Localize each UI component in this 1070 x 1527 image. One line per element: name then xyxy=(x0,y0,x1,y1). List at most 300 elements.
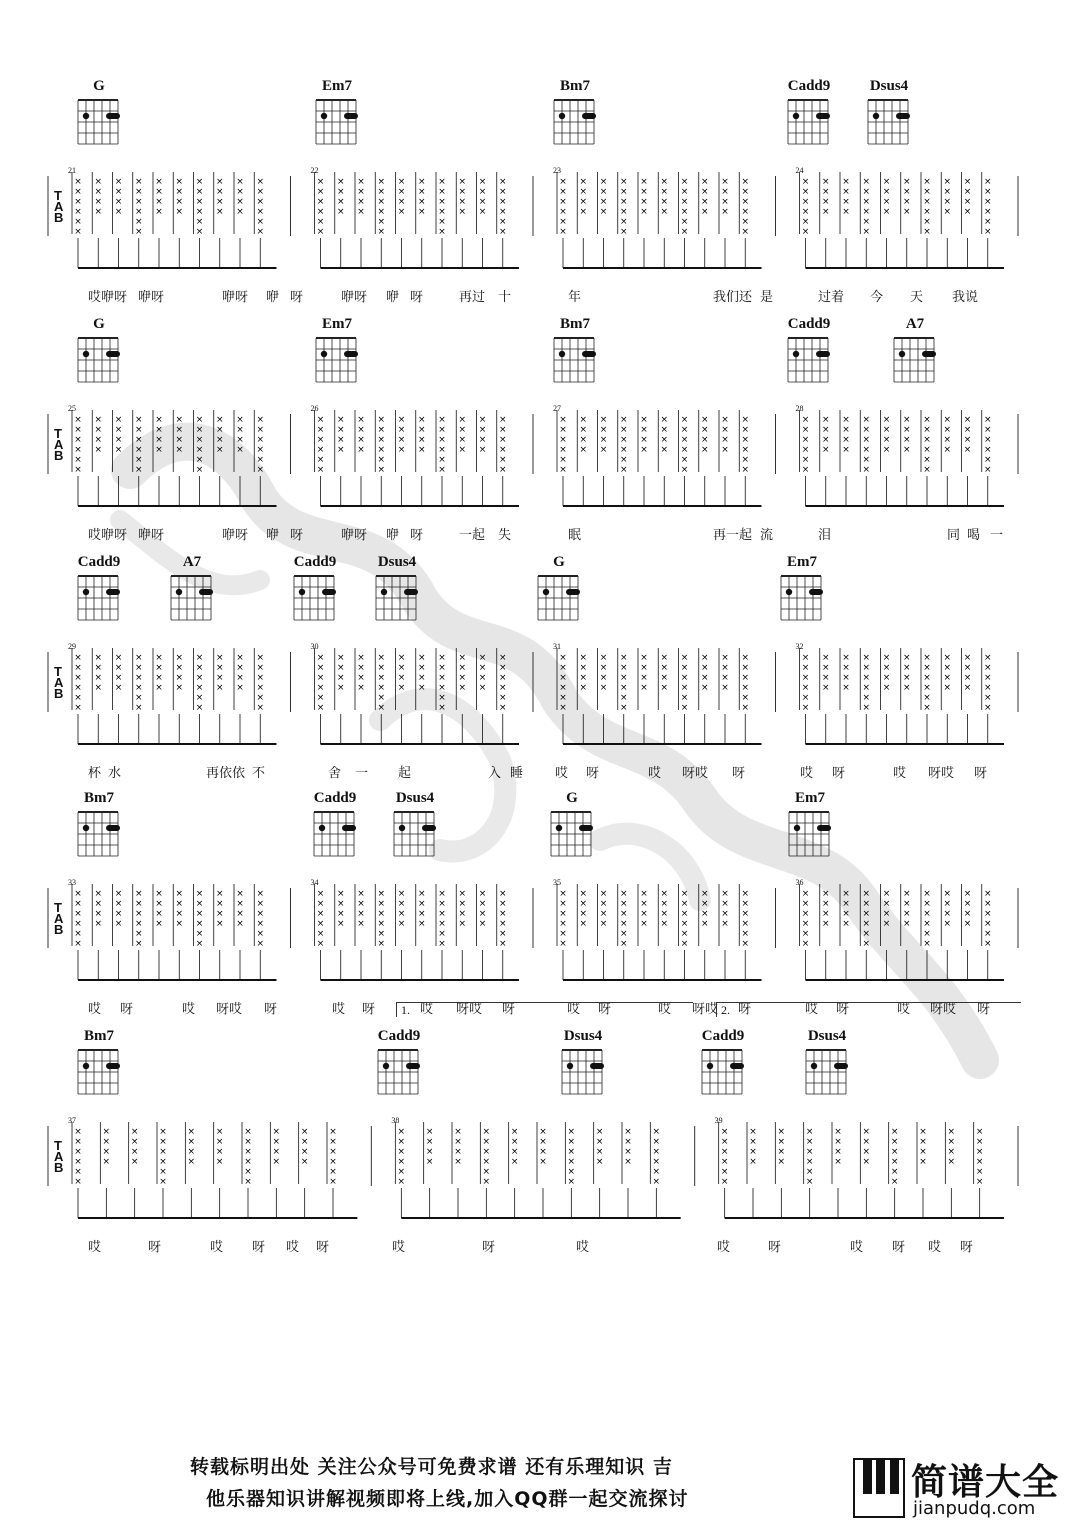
lyric-syllable: 呀 xyxy=(252,1240,266,1255)
mute-x: × xyxy=(357,919,365,929)
mute-x: × xyxy=(438,197,446,207)
mute-x: × xyxy=(619,227,628,237)
mute-x: × xyxy=(510,1147,519,1157)
mute-x: × xyxy=(498,177,507,187)
mute-x: × xyxy=(215,653,224,663)
mute-x: × xyxy=(902,177,911,187)
mute-x: × xyxy=(114,177,123,187)
mute-x: × xyxy=(619,187,628,197)
mute-x: × xyxy=(983,445,992,455)
mute-x: × xyxy=(478,187,487,197)
mute-x: × xyxy=(619,663,628,673)
mute-x: × xyxy=(458,909,467,919)
mute-x: × xyxy=(579,415,588,425)
mute-x: × xyxy=(256,919,265,929)
mute-x: × xyxy=(357,673,365,683)
mute-x: × xyxy=(890,1157,899,1167)
mute-x: × xyxy=(842,663,850,673)
mute-x: × xyxy=(801,919,810,929)
mute-x: × xyxy=(377,227,386,237)
mute-x: × xyxy=(134,939,143,949)
mute-x: × xyxy=(236,889,244,899)
mute-x: × xyxy=(510,1137,519,1147)
mute-x: × xyxy=(923,673,931,683)
mute-x: × xyxy=(882,653,891,663)
mute-x: × xyxy=(478,673,487,683)
mute-x: × xyxy=(559,889,567,899)
mute-x: × xyxy=(821,415,830,425)
mute-x: × xyxy=(619,197,628,207)
piano-keys-icon xyxy=(853,1458,905,1518)
mute-x: × xyxy=(923,227,931,237)
mute-x: × xyxy=(943,177,952,187)
mute-x: × xyxy=(721,653,729,663)
lyric-syllable: 哎 xyxy=(805,1002,819,1017)
mute-x: × xyxy=(619,909,628,919)
mute-x: × xyxy=(680,425,689,435)
mute-x: × xyxy=(195,455,204,465)
mute-x: × xyxy=(215,1127,224,1137)
mute-x: × xyxy=(134,415,143,425)
lyric-syllable: 呀 xyxy=(502,1002,516,1017)
mute-x: × xyxy=(134,197,143,207)
mute-x: × xyxy=(741,703,750,713)
mute-x: × xyxy=(244,1157,252,1167)
mute-x: × xyxy=(619,445,628,455)
mute-x: × xyxy=(134,703,143,713)
mute-x: × xyxy=(130,1127,139,1137)
mute-x: × xyxy=(114,445,123,455)
chord-name: Em7 xyxy=(322,78,352,94)
mute-x: × xyxy=(316,673,325,683)
mute-x: × xyxy=(159,1177,167,1187)
footer-line-1: 转载标明出处 关注公众号可免费求谱 还有乐理知识 吉 xyxy=(190,1456,673,1478)
mute-x: × xyxy=(175,899,184,909)
mute-x: × xyxy=(567,1167,576,1177)
lyric-syllable: 再一起 xyxy=(713,528,753,543)
mute-x: × xyxy=(458,673,467,683)
measure-number: 33 xyxy=(68,878,76,887)
mute-x: × xyxy=(134,177,143,187)
mute-x: × xyxy=(256,663,265,673)
mute-x: × xyxy=(741,187,750,197)
mute-x: × xyxy=(498,197,507,207)
mute-x: × xyxy=(919,1127,927,1137)
mute-x: × xyxy=(417,207,426,217)
mute-x: × xyxy=(801,435,810,445)
mute-x: × xyxy=(175,445,184,455)
mute-x: × xyxy=(640,899,648,909)
mute-x: × xyxy=(721,899,729,909)
mute-x: × xyxy=(595,1147,604,1157)
mute-x: × xyxy=(336,187,345,197)
mute-x: × xyxy=(94,435,103,445)
mute-x: × xyxy=(425,1127,434,1137)
mute-x: × xyxy=(195,889,204,899)
mute-x: × xyxy=(195,187,204,197)
mute-x: × xyxy=(834,1127,842,1137)
mute-x: × xyxy=(272,1147,281,1157)
mute-x: × xyxy=(749,1137,757,1147)
mute-x: × xyxy=(902,415,911,425)
mute-x: × xyxy=(377,455,386,465)
mute-x: × xyxy=(195,177,204,187)
mute-x: × xyxy=(498,693,507,703)
mute-x: × xyxy=(155,889,163,899)
mute-x: × xyxy=(720,1127,729,1137)
mute-x: × xyxy=(619,465,628,475)
mute-x: × xyxy=(624,1127,632,1137)
mute-x: × xyxy=(134,889,143,899)
chord-name: G xyxy=(93,78,105,94)
mute-x: × xyxy=(74,425,82,435)
lyric-syllable: 呀 xyxy=(148,1240,162,1255)
mute-x: × xyxy=(862,415,871,425)
mute-x: × xyxy=(397,899,406,909)
mute-x: × xyxy=(256,187,265,197)
mute-x: × xyxy=(187,1157,196,1167)
mute-x: × xyxy=(195,435,204,445)
mute-x: × xyxy=(195,653,204,663)
lyric-syllable: 天 xyxy=(910,290,924,305)
mute-x: × xyxy=(882,415,891,425)
mute-x: × xyxy=(175,435,184,445)
mute-x: × xyxy=(963,653,972,663)
mute-x: × xyxy=(923,197,931,207)
mute-x: × xyxy=(902,445,911,455)
mute-x: × xyxy=(805,1177,814,1187)
mute-x: × xyxy=(680,663,689,673)
mute-x: × xyxy=(510,1127,519,1137)
lyric-syllable: 哎 xyxy=(88,1240,102,1255)
mute-x: × xyxy=(94,663,103,673)
mute-x: × xyxy=(114,919,123,929)
mute-x: × xyxy=(559,673,567,683)
mute-x: × xyxy=(236,207,244,217)
mute-x: × xyxy=(498,899,507,909)
mute-x: × xyxy=(680,465,689,475)
mute-x: × xyxy=(357,177,365,187)
lyric-syllable: 哎 xyxy=(286,1240,300,1255)
mute-x: × xyxy=(741,455,750,465)
mute-x: × xyxy=(862,217,871,227)
mute-x: × xyxy=(619,177,628,187)
mute-x: × xyxy=(963,909,972,919)
mute-x: × xyxy=(805,1167,814,1177)
mute-x: × xyxy=(559,919,567,929)
measure-number: 28 xyxy=(795,404,804,413)
mute-x: × xyxy=(155,899,163,909)
tab-clef-letter: A xyxy=(54,675,64,690)
mute-x: × xyxy=(721,663,729,673)
mute-x: × xyxy=(94,683,103,693)
mute-x: × xyxy=(316,207,325,217)
mute-x: × xyxy=(721,187,729,197)
mute-x: × xyxy=(902,663,911,673)
mute-x: × xyxy=(155,435,163,445)
mute-x: × xyxy=(155,187,163,197)
mute-x: × xyxy=(619,217,628,227)
lyric-syllable: 过着 xyxy=(818,290,845,305)
chord-name: Cadd9 xyxy=(701,1028,745,1044)
mute-x: × xyxy=(862,919,871,929)
lyric-syllable: 咿 xyxy=(386,528,400,543)
lyric-syllable: 哎 xyxy=(576,1240,590,1255)
mute-x: × xyxy=(195,939,204,949)
mute-x: × xyxy=(619,683,628,693)
mute-x: × xyxy=(438,673,446,683)
lyric-syllable: 哎 xyxy=(928,1240,942,1255)
mute-x: × xyxy=(300,1157,309,1167)
mute-x: × xyxy=(801,207,810,217)
mute-x: × xyxy=(134,899,143,909)
mute-x: × xyxy=(721,197,729,207)
mute-x: × xyxy=(377,217,386,227)
chord-name: Dsus4 xyxy=(395,790,435,806)
mute-x: × xyxy=(923,653,931,663)
mute-x: × xyxy=(741,465,750,475)
mute-x: × xyxy=(741,889,750,899)
mute-x: × xyxy=(417,673,426,683)
mute-x: × xyxy=(559,653,567,663)
mute-x: × xyxy=(329,1177,337,1187)
mute-x: × xyxy=(438,217,446,227)
measure-number: 34 xyxy=(310,878,319,887)
mute-x: × xyxy=(236,415,244,425)
mute-x: × xyxy=(599,177,608,187)
mute-x: × xyxy=(134,187,143,197)
volta-bracket: 2. xyxy=(716,1002,1021,1017)
mute-x: × xyxy=(175,425,184,435)
mute-x: × xyxy=(357,425,365,435)
mute-x: × xyxy=(74,909,82,919)
tab-clef-letter: A xyxy=(54,1149,64,1164)
tab-clef-letter: B xyxy=(54,210,64,225)
mute-x: × xyxy=(700,435,709,445)
chord-name: Cadd9 xyxy=(377,1028,421,1044)
lyric-syllable: 流 xyxy=(760,528,774,543)
lyric-syllable: 杯 xyxy=(88,766,102,781)
mute-x: × xyxy=(438,889,446,899)
mute-x: × xyxy=(316,939,325,949)
mute-x: × xyxy=(801,425,810,435)
mute-x: × xyxy=(256,445,265,455)
mute-x: × xyxy=(923,683,931,693)
mute-x: × xyxy=(652,1167,661,1177)
mute-x: × xyxy=(159,1157,167,1167)
mute-x: × xyxy=(842,435,850,445)
mute-x: × xyxy=(458,197,467,207)
mute-x: × xyxy=(943,445,952,455)
mute-x: × xyxy=(498,207,507,217)
mute-x: × xyxy=(923,663,931,673)
chord-name: Bm7 xyxy=(84,1028,114,1044)
chord-name: Cadd9 xyxy=(787,316,831,332)
mute-x: × xyxy=(963,435,972,445)
mute-x: × xyxy=(215,1137,224,1147)
mute-x: × xyxy=(454,1137,462,1147)
mute-x: × xyxy=(438,435,446,445)
mute-x: × xyxy=(336,653,345,663)
mute-x: × xyxy=(882,683,891,693)
mute-x: × xyxy=(983,455,992,465)
lyric-syllable: 呀 xyxy=(586,766,600,781)
mute-x: × xyxy=(720,1157,729,1167)
mute-x: × xyxy=(417,683,426,693)
mute-x: × xyxy=(155,197,163,207)
lyric-syllable: 咿呀 xyxy=(222,290,249,305)
mute-x: × xyxy=(114,663,123,673)
mute-x: × xyxy=(478,909,487,919)
measure-number: 35 xyxy=(553,878,561,887)
mute-x: × xyxy=(983,217,992,227)
mute-x: × xyxy=(842,683,850,693)
mute-x: × xyxy=(498,653,507,663)
mute-x: × xyxy=(741,939,750,949)
lyric-syllable: 呀 xyxy=(738,1002,752,1017)
mute-x: × xyxy=(821,425,830,435)
mute-x: × xyxy=(397,683,406,693)
mute-x: × xyxy=(74,1147,82,1157)
mute-x: × xyxy=(579,683,588,693)
mute-x: × xyxy=(862,465,871,475)
lyric-syllable: 一起 xyxy=(459,528,486,543)
mute-x: × xyxy=(652,1127,661,1137)
lyric-syllable: 水 xyxy=(108,766,122,781)
mute-x: × xyxy=(438,465,446,475)
mute-x: × xyxy=(256,207,265,217)
mute-x: × xyxy=(336,919,345,929)
mute-x: × xyxy=(478,683,487,693)
mute-x: × xyxy=(134,217,143,227)
mute-x: × xyxy=(458,889,467,899)
lyric-syllable: 我说 xyxy=(952,290,979,305)
mute-x: × xyxy=(236,653,244,663)
mute-x: × xyxy=(923,415,931,425)
mute-x: × xyxy=(498,445,507,455)
mute-x: × xyxy=(624,1137,632,1147)
chord-name: A7 xyxy=(182,554,202,570)
mute-x: × xyxy=(272,1137,281,1147)
mute-x: × xyxy=(700,899,709,909)
mute-x: × xyxy=(454,1157,462,1167)
mute-x: × xyxy=(244,1177,252,1187)
mute-x: × xyxy=(478,425,487,435)
mute-x: × xyxy=(680,693,689,703)
mute-x: × xyxy=(559,227,567,237)
mute-x: × xyxy=(975,1157,984,1167)
mute-x: × xyxy=(963,207,972,217)
mute-x: × xyxy=(159,1167,167,1177)
mute-x: × xyxy=(114,889,123,899)
mute-x: × xyxy=(559,435,567,445)
mute-x: × xyxy=(397,445,406,455)
lyric-syllable: 呀 xyxy=(598,1002,612,1017)
mute-x: × xyxy=(482,1167,491,1177)
mute-x: × xyxy=(316,889,325,899)
mute-x: × xyxy=(478,889,487,899)
mute-x: × xyxy=(244,1137,252,1147)
mute-x: × xyxy=(377,939,386,949)
mute-x: × xyxy=(579,187,588,197)
mute-x: × xyxy=(215,663,224,673)
mute-x: × xyxy=(244,1167,252,1177)
mute-x: × xyxy=(619,653,628,663)
mute-x: × xyxy=(882,663,891,673)
mute-x: × xyxy=(923,929,931,939)
strum-notation xyxy=(0,554,1070,754)
mute-x: × xyxy=(478,435,487,445)
mute-x: × xyxy=(316,703,325,713)
mute-x: × xyxy=(236,663,244,673)
mute-x: × xyxy=(862,227,871,237)
chord-name: Cadd9 xyxy=(787,78,831,94)
mute-x: × xyxy=(777,1147,786,1157)
mute-x: × xyxy=(134,445,143,455)
mute-x: × xyxy=(640,889,648,899)
mute-x: × xyxy=(842,909,850,919)
mute-x: × xyxy=(919,1147,927,1157)
mute-x: × xyxy=(336,663,345,673)
mute-x: × xyxy=(336,683,345,693)
mute-x: × xyxy=(539,1127,547,1137)
lyric-syllable: 起 xyxy=(398,766,412,781)
mute-x: × xyxy=(660,445,669,455)
mute-x: × xyxy=(195,693,204,703)
mute-x: × xyxy=(175,187,184,197)
mute-x: × xyxy=(74,929,82,939)
mute-x: × xyxy=(316,177,325,187)
lyric-syllable: 呀 xyxy=(974,766,988,781)
mute-x: × xyxy=(377,653,386,663)
mute-x: × xyxy=(417,653,426,663)
mute-x: × xyxy=(680,415,689,425)
mute-x: × xyxy=(660,909,669,919)
mute-x: × xyxy=(482,1137,491,1147)
lyric-syllable: 哎 xyxy=(555,766,569,781)
mute-x: × xyxy=(377,693,386,703)
mute-x: × xyxy=(680,919,689,929)
mute-x: × xyxy=(498,663,507,673)
tab-clef-letter: T xyxy=(54,900,62,915)
mute-x: × xyxy=(215,207,224,217)
mute-x: × xyxy=(599,683,608,693)
mute-x: × xyxy=(741,929,750,939)
mute-x: × xyxy=(640,425,648,435)
mute-x: × xyxy=(700,909,709,919)
mute-x: × xyxy=(417,177,426,187)
mute-x: × xyxy=(805,1147,814,1157)
mute-x: × xyxy=(700,683,709,693)
lyric-syllable: 呀哎 xyxy=(930,1002,957,1017)
mute-x: × xyxy=(599,663,608,673)
mute-x: × xyxy=(159,1147,167,1157)
lyric-syllable: 咿 xyxy=(386,290,400,305)
mute-x: × xyxy=(102,1147,111,1157)
mute-x: × xyxy=(134,663,143,673)
mute-x: × xyxy=(377,663,386,673)
mute-x: × xyxy=(640,435,648,445)
mute-x: × xyxy=(842,177,850,187)
mute-x: × xyxy=(498,889,507,899)
lyric-syllable: 哎咿呀 xyxy=(88,290,128,305)
mute-x: × xyxy=(660,663,669,673)
mute-x: × xyxy=(155,425,163,435)
mute-x: × xyxy=(599,207,608,217)
tab-clef-letter: T xyxy=(54,664,62,679)
mute-x: × xyxy=(619,929,628,939)
lyric-syllable: 眠 xyxy=(568,528,582,543)
